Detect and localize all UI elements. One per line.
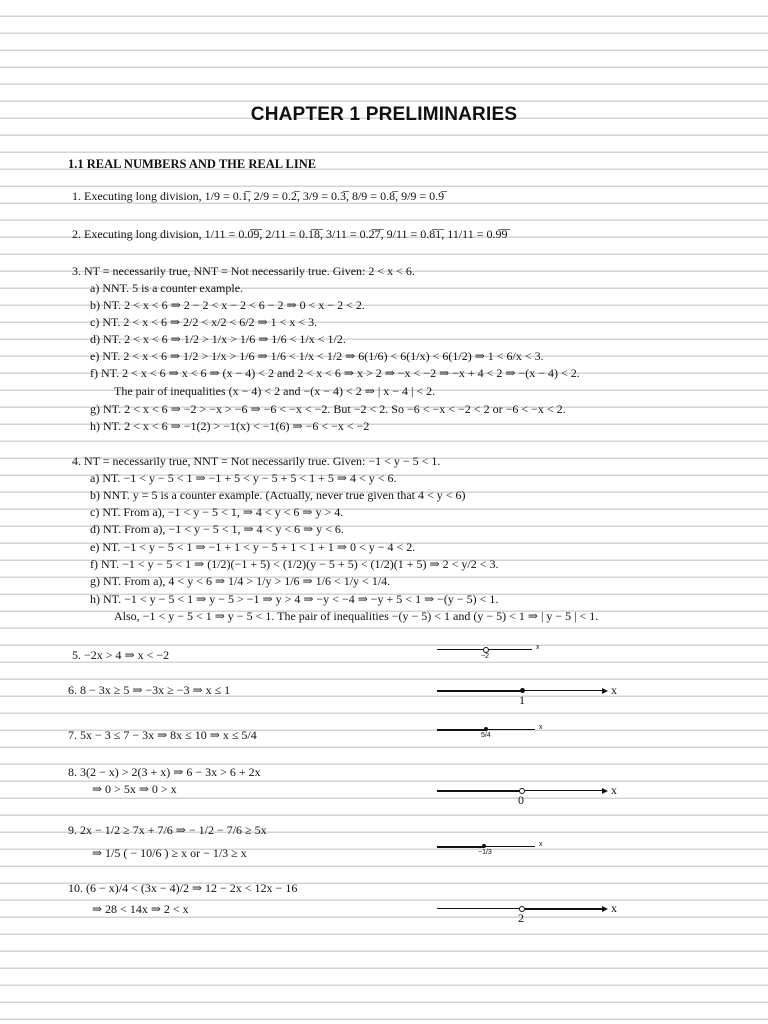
problem-9-line1: 9. 2x − 1/2 ≥ 7x + 7/6 ⇒ − 1/2 − 7/6 ≥ 5x bbox=[68, 823, 267, 837]
problem-3c: c) NT. 2 < x < 6 ⇒ 2/2 < x/2 < 6/2 ⇒ 1 < x < 3. bbox=[90, 315, 318, 329]
axis-variable: x bbox=[611, 783, 617, 797]
problem-3f-cont: The pair of inequalities (x − 4) < 2 and −(x − 4) < 2 ⇒ | x − 4 | < 2. bbox=[114, 384, 436, 398]
closed-endpoint bbox=[484, 727, 488, 731]
number-line-8 bbox=[437, 783, 622, 810]
point-label: −2 bbox=[481, 653, 489, 660]
arrow-right-icon bbox=[602, 688, 608, 694]
problem-4b: b) NNT. y = 5 is a counter example. (Actually, never true given that 4 < y < 6) bbox=[90, 488, 466, 502]
problem-1: 1. Executing long division, 1/9 = 0.1̅, 2/9 = 0.2̅, 3/9 = 0.3̅, 8/9 = 0.8̅, 9/9 = 0.9̅ bbox=[72, 189, 445, 203]
problem-3-header: 3. NT = necessarily true, NNT = Not necessarily true. Given: 2 < x < 6. bbox=[72, 264, 415, 278]
axis-variable: x bbox=[536, 644, 540, 651]
problem-3f: f) NT. 2 < x < 6 ⇒ x < 6 ⇒ (x − 4) < 2 and 2 < x < 6 ⇒ x > 2 ⇒ −x < −2 ⇒ −x + 4 < 2 ⇒ −(x − 4) < 2. bbox=[90, 366, 580, 380]
number-line-axis bbox=[525, 790, 605, 791]
shaded-region bbox=[437, 690, 523, 692]
number-line-axis bbox=[485, 846, 535, 847]
axis-variable: x bbox=[539, 724, 543, 731]
point-label: 1 bbox=[519, 693, 525, 707]
number-line-axis bbox=[487, 729, 535, 730]
problem-4h: h) NT. −1 < y − 5 < 1 ⇒ y − 5 > −1 ⇒ y > 4 ⇒ −y < −4 ⇒ −y + 5 < 1 ⇒ −(y − 5) < 1. bbox=[90, 592, 499, 606]
problem-4a: a) NT. −1 < y − 5 < 1 ⇒ −1 + 5 < y − 5 + 5 < 1 + 5 ⇒ 4 < y < 6. bbox=[90, 471, 397, 485]
problem-3a: a) NNT. 5 is a counter example. bbox=[90, 281, 244, 295]
number-line-axis bbox=[437, 908, 519, 909]
number-line-axis bbox=[523, 690, 605, 691]
number-line-10 bbox=[437, 901, 622, 928]
problem-4g: g) NT. From a), 4 < y < 6 ⇒ 1/4 > 1/y > 1/6 ⇒ 1/6 < 1/y < 1/4. bbox=[90, 574, 391, 588]
point-label: 5/4 bbox=[481, 732, 491, 739]
point-label: 0 bbox=[518, 793, 524, 807]
axis-variable: x bbox=[539, 841, 543, 848]
problem-4c: c) NT. From a), −1 < y − 5 < 1, ⇒ 4 < y < 6 ⇒ y > 4. bbox=[90, 505, 344, 519]
number-line-9 bbox=[437, 841, 547, 860]
point-label: 2 bbox=[518, 911, 524, 925]
section-heading: 1.1 REAL NUMBERS AND THE REAL LINE bbox=[68, 157, 317, 171]
problem-10-line1: 10. (6 − x)/4 < (3x − 4)/2 ⇒ 12 − 2x < 12x − 16 bbox=[68, 881, 298, 895]
problem-4h-cont: Also, −1 < y − 5 < 1 ⇒ y − 5 < 1. The pair of inequalities −(y − 5) < 1 and (y − 5) < 1 ⇒ | y − 5 | < 1. bbox=[114, 609, 599, 623]
problem-8-line1: 8. 3(2 − x) > 2(3 + x) ⇒ 6 − 3x > 6 + 2x bbox=[68, 765, 261, 779]
problem-3h: h) NT. 2 < x < 6 ⇒ −1(2) > −1(x) < −1(6) ⇒ −6 < −x < −2 bbox=[90, 419, 370, 433]
problem-5: 5. −2x > 4 ⇒ x < −2 bbox=[72, 648, 170, 662]
problem-3b: b) NT. 2 < x < 6 ⇒ 2 − 2 < x − 2 < 6 − 2 ⇒ 0 < x − 2 < 2. bbox=[90, 298, 365, 312]
arrow-right-icon bbox=[602, 788, 608, 794]
problem-3e: e) NT. 2 < x < 6 ⇒ 1/2 > 1/x > 1/6 ⇒ 1/6 < 1/x < 1/2 ⇒ 6(1/6) < 6(1/x) < 6(1/2) ⇒ 1 < 6/x < 3. bbox=[90, 349, 544, 363]
axis-variable: x bbox=[611, 683, 617, 697]
problem-4d: d) NT. From a), −1 < y − 5 < 1, ⇒ 4 < y < 6 ⇒ y < 6. bbox=[90, 522, 344, 536]
shaded-region bbox=[437, 846, 485, 848]
problem-7: 7. 5x − 3 ≤ 7 − 3x ⇒ 8x ≤ 10 ⇒ x ≤ 5/4 bbox=[68, 728, 257, 742]
problem-4e: e) NT. −1 < y − 5 < 1 ⇒ −1 + 1 < y − 5 + 1 < 1 + 1 ⇒ 0 < y − 4 < 2. bbox=[90, 540, 416, 554]
problem-3d: d) NT. 2 < x < 6 ⇒ 1/2 > 1/x > 1/6 ⇒ 1/6 < 1/x < 1/2. bbox=[90, 332, 346, 346]
number-line-7 bbox=[437, 724, 547, 743]
problem-10-line2: ⇒ 28 < 14x ⇒ 2 < x bbox=[92, 902, 189, 916]
axis-variable: x bbox=[611, 901, 617, 915]
page-title: CHAPTER 1 PRELIMINARIES bbox=[250, 104, 518, 125]
problem-3g: g) NT. 2 < x < 6 ⇒ −2 > −x > −6 ⇒ −6 < −x < −2. But −2 < 2. So −6 < −x < −2 < 2 or −6 < −x < 2. bbox=[90, 402, 566, 416]
problem-6: 6. 8 − 3x ≥ 5 ⇒ −3x ≥ −3 ⇒ x ≤ 1 bbox=[68, 683, 231, 697]
shaded-region bbox=[525, 908, 605, 910]
problem-2: 2. Executing long division, 1/11 = 0.0̅9̅, 2/11 = 0.1̅8̅, 3/11 = 0.2̅7̅, 9/11 = 0.8̅1̅, 11/11 = 0.9̅9̅ bbox=[72, 227, 508, 241]
number-line-5 bbox=[437, 644, 542, 663]
problem-4f: f) NT. −1 < y − 5 < 1 ⇒ (1/2)(−1 + 5) < (1/2)(y − 5 + 5) < (1/2)(1 + 5) ⇒ 2 < y/2 < 3. bbox=[90, 557, 499, 571]
point-label: −1/3 bbox=[478, 849, 492, 856]
problem-9-line2: ⇒ 1/5 ( − 10/6 ) ≥ x or − 1/3 ≥ x bbox=[92, 846, 247, 860]
shaded-region bbox=[437, 790, 521, 792]
problem-8-line2: ⇒ 0 > 5x ⇒ 0 > x bbox=[92, 782, 177, 796]
problem-4-header: 4. NT = necessarily true, NNT = Not necessarily true. Given: −1 < y − 5 < 1. bbox=[72, 454, 441, 468]
arrow-right-icon bbox=[602, 906, 608, 912]
number-line-6 bbox=[437, 683, 622, 710]
shaded-region bbox=[437, 729, 487, 731]
closed-endpoint bbox=[482, 844, 486, 848]
